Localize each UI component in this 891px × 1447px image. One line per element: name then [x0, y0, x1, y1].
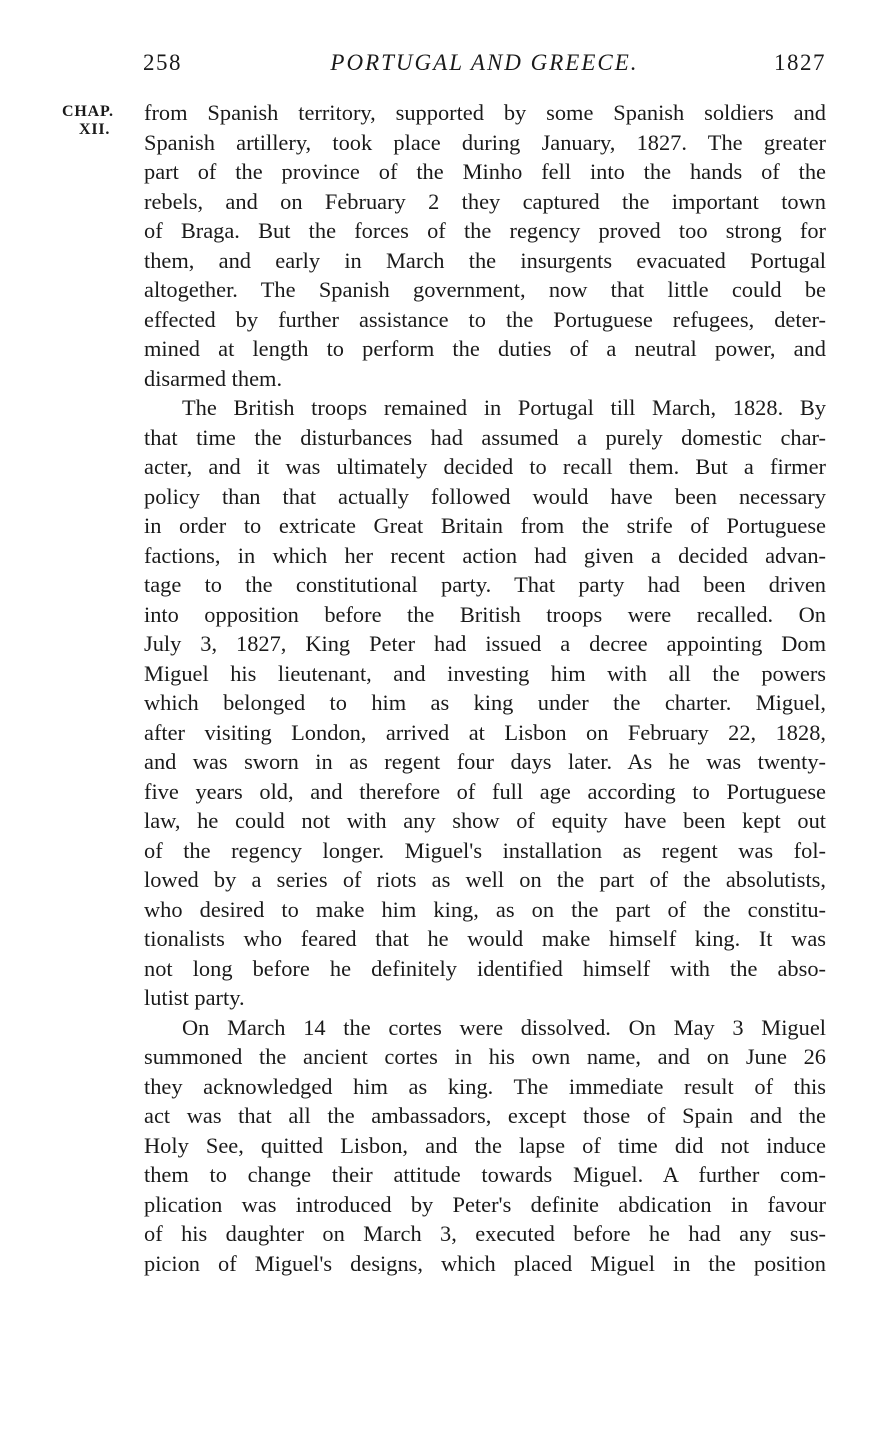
text-line: act was that all the ambassadors, except those of Spain and the: [144, 1103, 826, 1128]
text-line: policy than that actually followed would have been necessary: [144, 483, 826, 509]
text-line: acter, and it was ultimately decided to recall them. But a firmer: [144, 454, 826, 479]
body-text: [144, 98, 826, 1278]
text-line: who desired to make him king, as on the part of the constitu-: [144, 896, 826, 922]
chapter-label: CHAP.: [62, 103, 114, 120]
running-head: [143, 50, 826, 84]
text-line: effected by further assistance to the Portuguese refugees, deter-: [144, 306, 826, 332]
chapter-number: XII.: [79, 121, 111, 138]
text-line: July 3, 1827, King Peter had issued a decree appointing Dom: [144, 631, 826, 656]
text-line: that time the disturbances had assumed a purely domestic char-: [144, 424, 826, 450]
text-line: which belonged to him as king under the charter. Miguel,: [144, 690, 826, 715]
text-line: law, he could not with any show of equity have been kept out: [144, 808, 826, 833]
text-line: in order to extricate Great Britain from the strife of Portuguese: [144, 513, 826, 538]
text-line: from Spanish territory, supported by some Spanish soldiers and: [144, 100, 826, 125]
text-line: summoned the ancient cortes in his own name, and on June 26: [144, 1044, 826, 1069]
text-line: after visiting London, arrived at Lisbon on February 22, 1828,: [144, 719, 826, 745]
text-line: picion of Miguel's designs, which placed Miguel in the position: [144, 1250, 826, 1276]
text-line: them to change their attitude towards Miguel. A further com-: [144, 1162, 826, 1187]
page-number: 258: [143, 50, 182, 75]
running-year: 1827: [774, 50, 826, 75]
text-line: mined at length to perform the duties of a neutral power, and: [144, 336, 826, 361]
paragraph-start-line: On March 14 the cortes were dissolved. On May 3 Miguel: [182, 1014, 826, 1040]
chapter-marginal-label: [62, 103, 142, 139]
text-line: Miguel his lieutenant, and investing him with all the powers: [144, 660, 826, 686]
text-line: altogether. The Spanish government, now that little could be: [144, 277, 826, 302]
text-line: lutist party.: [144, 985, 245, 1010]
text-line: five years old, and therefore of full age according to Portuguese: [144, 778, 826, 804]
text-line: Holy See, quitted Lisbon, and the lapse of time did not induce: [144, 1132, 826, 1158]
text-line: they acknowledged him as king. The immediate result of this: [144, 1073, 826, 1099]
text-line: and was sworn in as regent four days later. As he was twenty-: [144, 749, 826, 774]
text-line: tage to the constitutional party. That party had been driven: [144, 572, 826, 597]
paragraph-start-line: The British troops remained in Portugal till March, 1828. By: [182, 395, 826, 420]
running-title: PORTUGAL AND GREECE.: [330, 50, 639, 75]
text-line: of his daughter on March 3, executed before he had any sus-: [144, 1221, 826, 1246]
text-line: plication was introduced by Peter's definite abdication in favour: [144, 1191, 826, 1217]
text-line: lowed by a series of riots as well on the part of the absolutists,: [144, 867, 826, 892]
text-line: disarmed them.: [144, 365, 283, 391]
text-line: them, and early in March the insurgents evacuated Portugal: [144, 247, 826, 273]
text-line: of Braga. But the forces of the regency proved too strong for: [144, 218, 826, 243]
text-line: tionalists who feared that he would make himself king. It was: [144, 926, 826, 951]
text-line: Spanish artillery, took place during January, 1827. The greater: [144, 129, 826, 155]
text-line: part of the province of the Minho fell into the hands of the: [144, 159, 826, 184]
text-line: rebels, and on February 2 they captured the important town: [144, 188, 826, 214]
text-line: not long before he definitely identified himself with the abso-: [144, 955, 826, 981]
text-line: factions, in which her recent action had given a decided advan-: [144, 542, 826, 568]
text-line: into opposition before the British troops were recalled. On: [144, 601, 826, 627]
text-line: of the regency longer. Miguel's installation as regent was fol-: [144, 837, 826, 863]
